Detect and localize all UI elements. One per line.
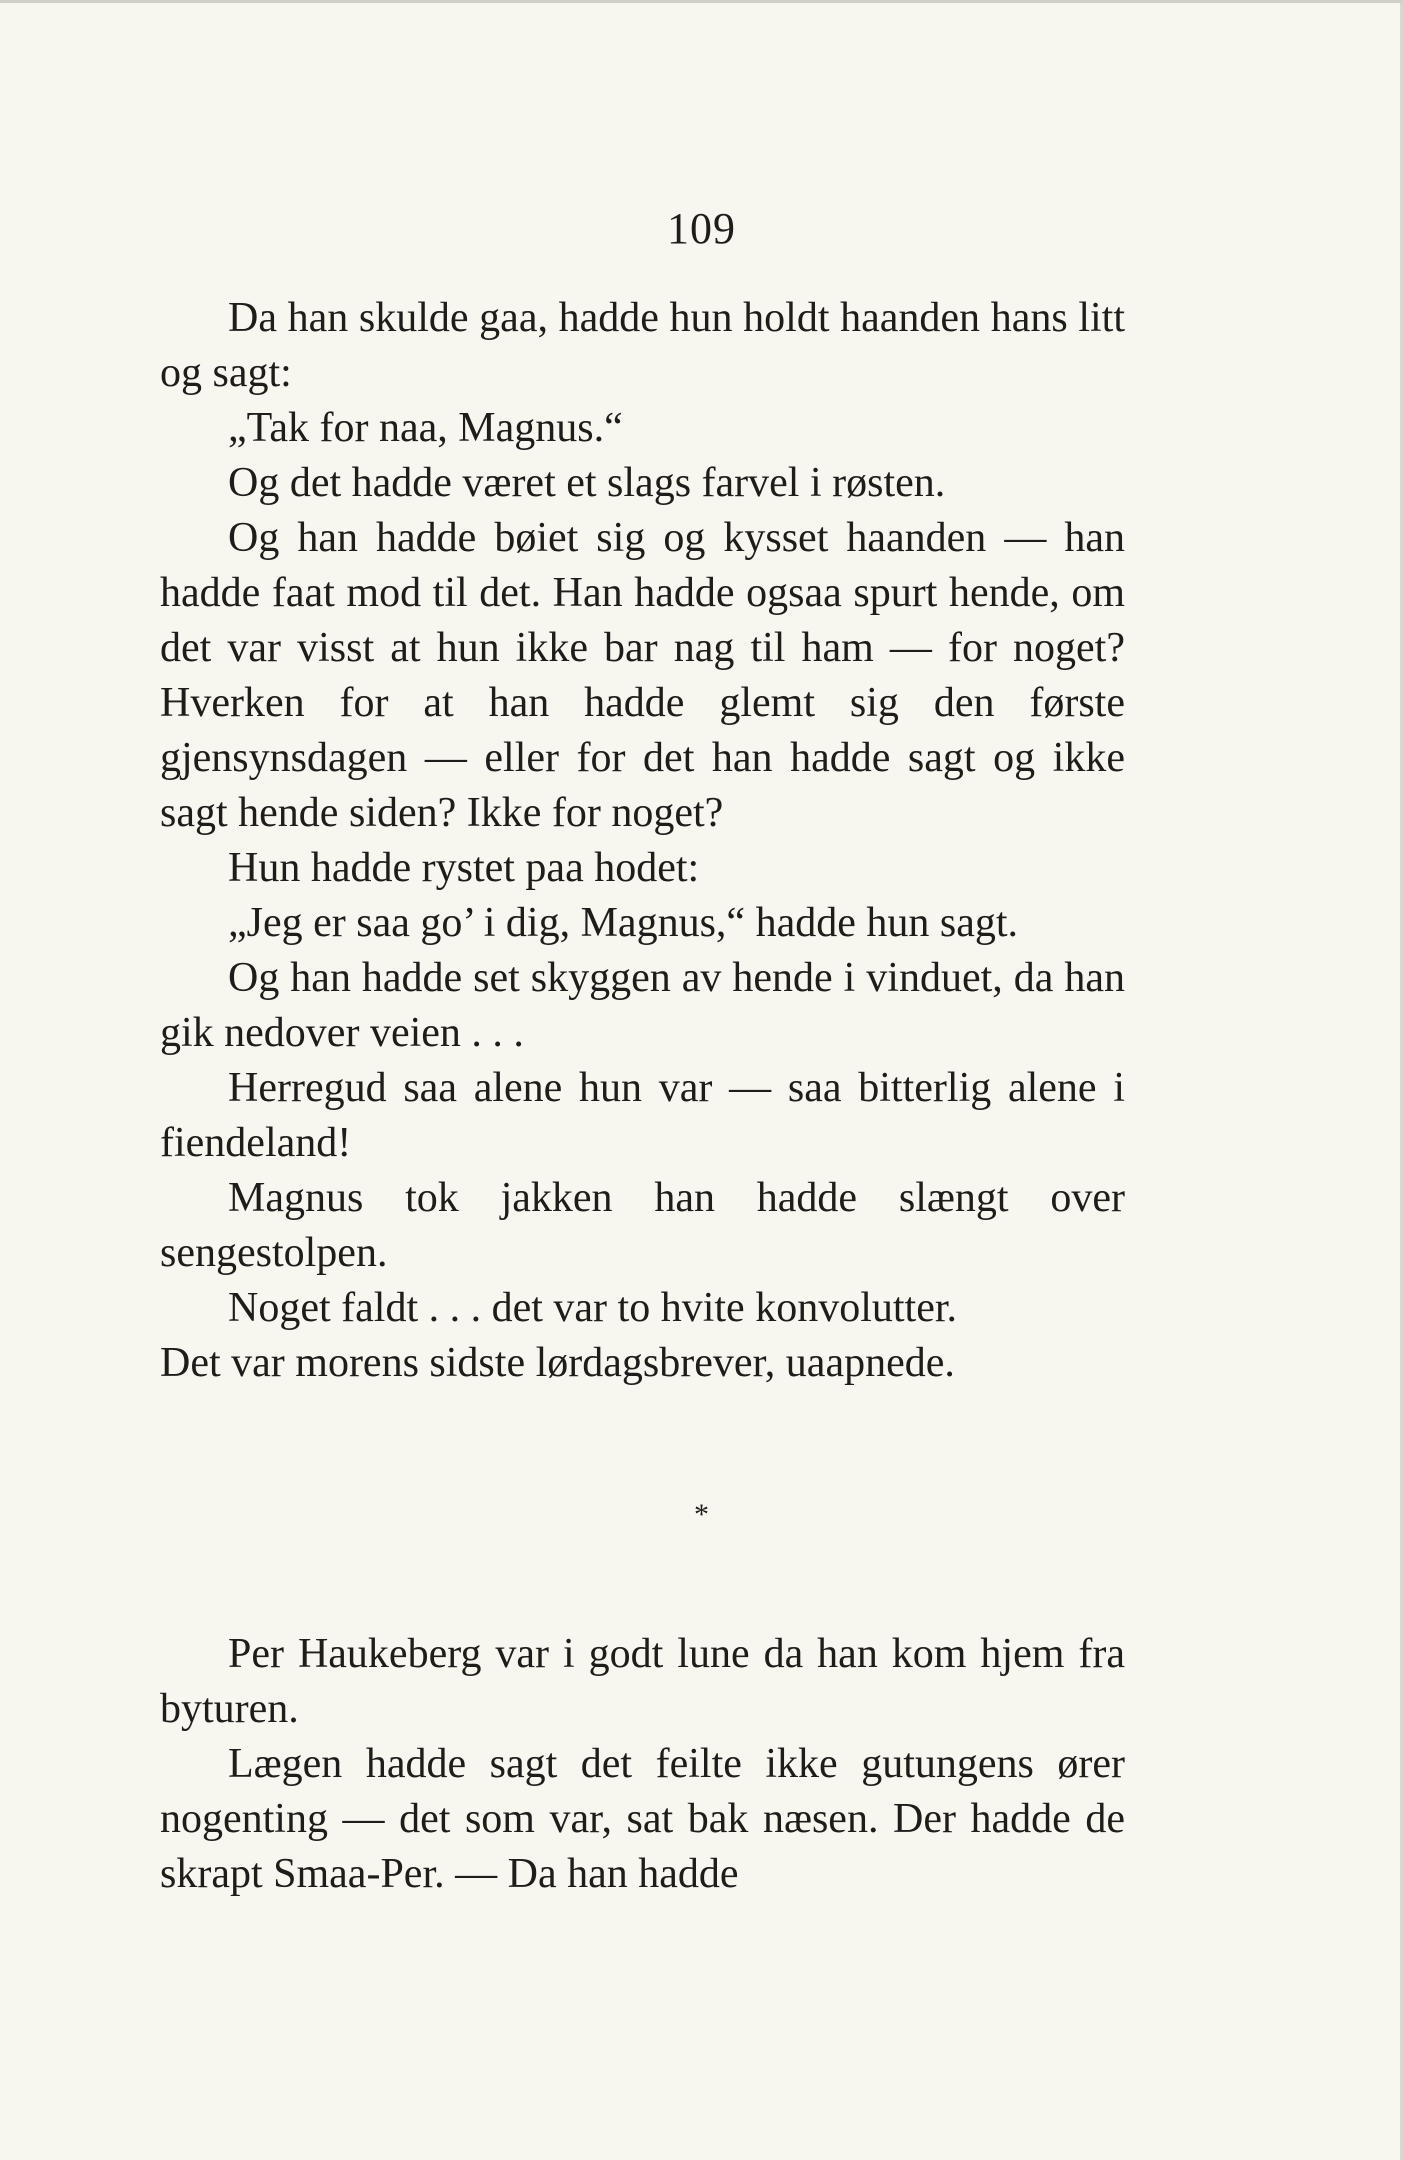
section-separator: * [694,1498,709,1531]
paragraph: Herregud saa alene hun var — saa bitterlig alene i fiendeland! [160,1065,1125,1166]
paragraph: Lægen hadde sagt det feilte ikke gutungens ører nogenting — det som var, sat bak næsen. Der hadde de skrapt Smaa-Per. — Da han hadde [160,1741,1125,1897]
paragraph: Og han hadde bøiet sig og kysset haanden — han hadde faat mod til det. Han hadde ogsaa spurt hende, om det var visst at hun ikke bar nag til ham — for noget? Hverken for at han hadde glemt sig den første gjensynsdagen — eller for det han hadde sagt og ikke sagt hende siden? Ikke for noget? [160,515,1125,836]
paragraph: Noget faldt . . . det var to hvite konvolutter. [228,1285,958,1331]
paragraph: „Jeg er saa go’ i dig, Magnus,“ hadde hun sagt. [228,900,1019,946]
text-section-1 [160,291,1125,1391]
paragraph: „Tak for naa, Magnus.“ [228,405,623,451]
text-section-2 [160,1627,1125,1902]
paragraph: Og det hadde været et slags farvel i røsten. [228,460,946,506]
page-number: 109 [667,204,736,253]
paragraph: Per Haukeberg var i godt lune da han kom hjem fra byturen. [160,1631,1125,1732]
paragraph: Hun hadde rystet paa hodet: [228,845,700,891]
paragraph: Da han skulde gaa, hadde hun holdt haanden hans litt og sagt: [160,295,1125,396]
paragraph: Og han hadde set skyggen av hende i vinduet, da han gik nedover veien . . . [160,955,1125,1056]
paragraph: Magnus tok jakken han hadde slængt over sengestolpen. [160,1175,1125,1276]
paragraph: Det var morens sidste lørdagsbrever, uaapnede. [160,1340,955,1386]
